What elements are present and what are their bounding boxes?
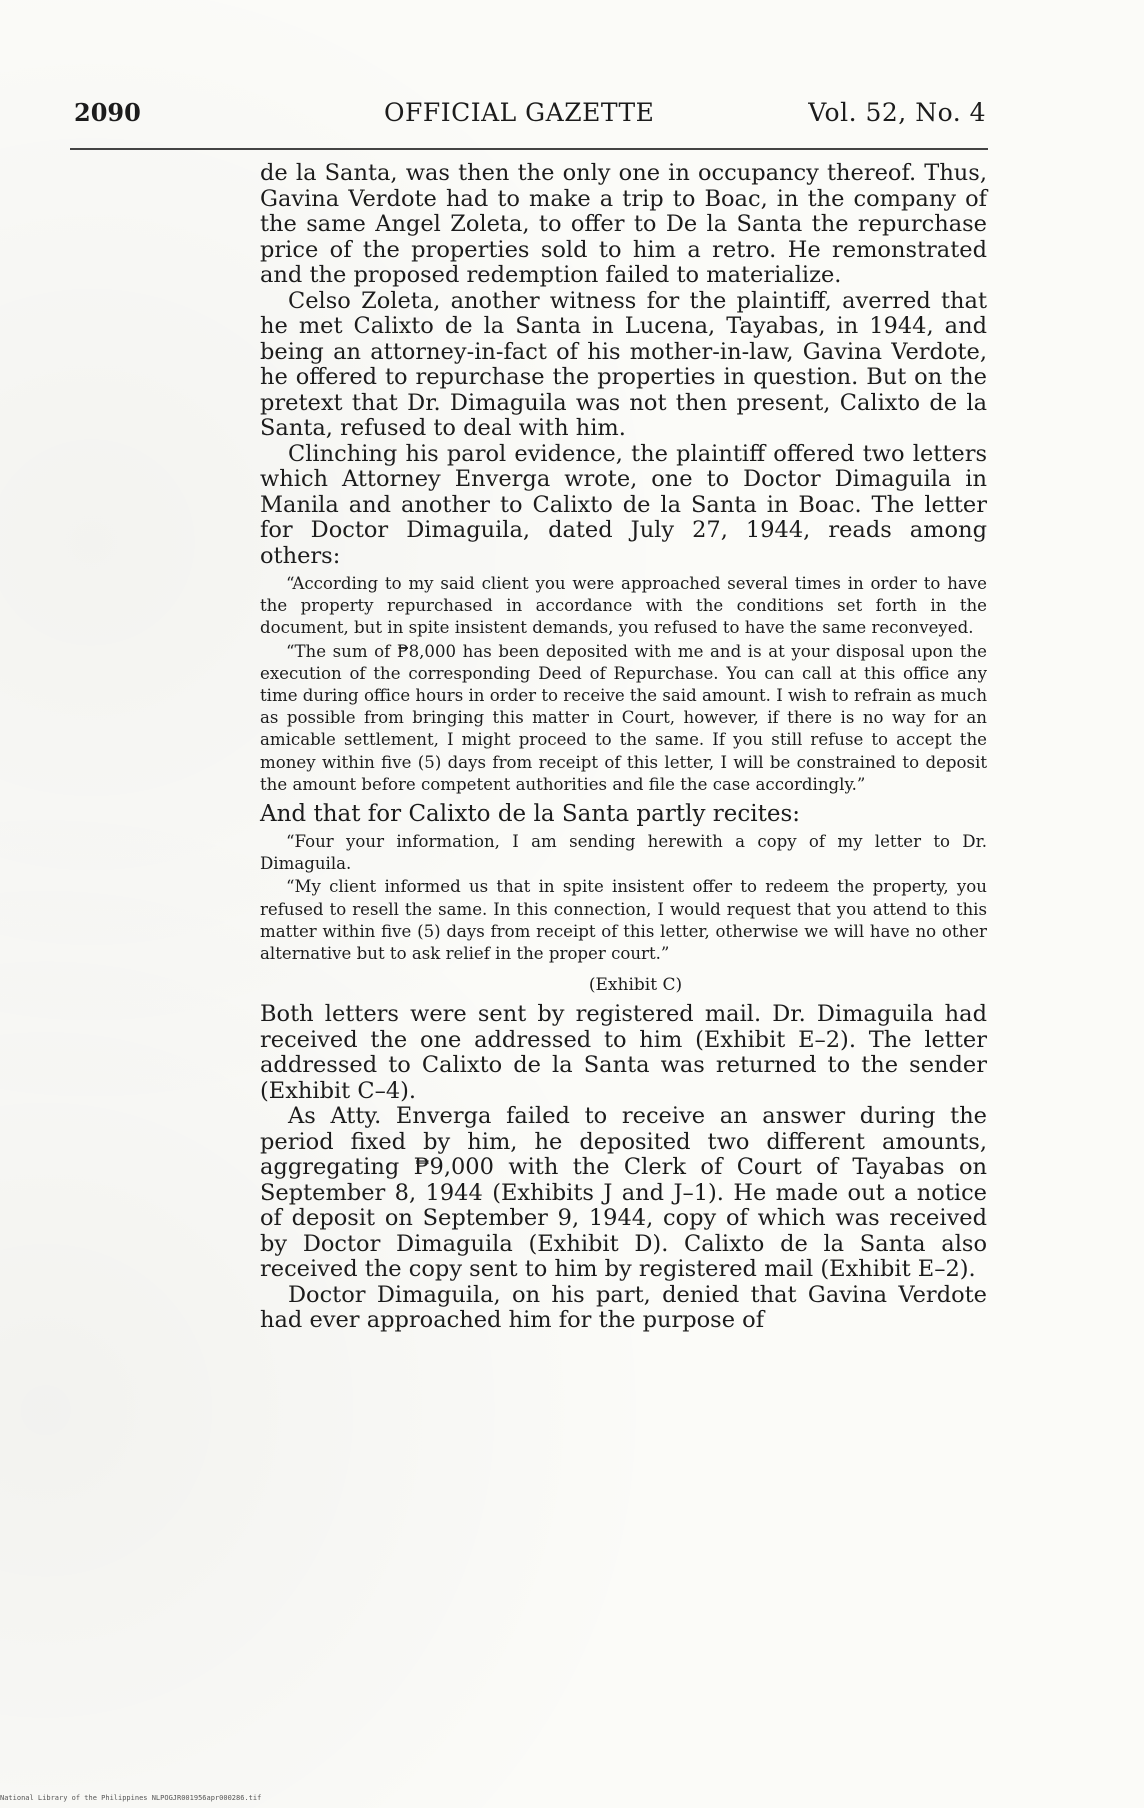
paragraph-dimaguila-denial: Doctor Dimaguila, on his part, denied that Gavina Verdote had ever approached him for the purpose of [260, 1281, 987, 1334]
paragraph-registered-mail: Both letters were sent by registered mail. Dr. Dimaguila had received the one addressed to him (Exhibit E–2). The letter addressed to Calixto de la Santa was returned to the sender (Exhibit C–4). [260, 1001, 987, 1104]
quote-paragraph: “Four your information, I am sending herewith a copy of my letter to Dr. Dimaguila. [260, 832, 987, 874]
page-header [74, 98, 986, 134]
article-text [260, 161, 987, 1334]
paragraph-deposit: As Atty. Enverga failed to receive an answer during the period fixed by him, he deposited two different amounts, aggregating ₱9,000 with the Clerk of Court of Tayabas on September 8, 1944 (Exhibits J and J–1). He made out a notice of deposit on September 9, 1944, copy of which was received by Doctor Dimaguila (Exhibit D). Calixto de la Santa also received the copy sent to him by registered mail (Exhibit E–2). [260, 1103, 987, 1283]
paragraph-letters: Clinching his parol evidence, the plaintiff offered two letters which Attorney Enverga wrote, one to Doctor Dimaguila in Manila and another to Calixto de la Santa in Boac. The letter for Doctor Dimaguila, dated July 27, 1944, reads among others: [260, 440, 987, 569]
publication-title: OFFICIAL GAZETTE [384, 98, 655, 127]
quote-paragraph: “My client informed us that in spite insistent offer to redeem the property, you refused to resell the same. In this connection, I would request that you attend to this matter within five (5) days from receipt of this letter, otherwise we will have no other alternative but to ask relief in the proper court.” [260, 877, 987, 964]
scan-footer: National Library of the Philippines NLPOGJR001956apr000286.tif [0, 1794, 262, 1802]
header-rule [70, 148, 988, 150]
quote-paragraph: “The sum of ₱8,000 has been deposited with me and is at your disposal upon the execution of the corresponding Deed of Repurchase. You can call at this office any time during office hours in order to receive the said amount. I wish to refrain as much as possible from bringing this matter in Court, however, if there is no way for an amicable settlement, I might proceed to the same. If you still refuse to accept the money within five (5) days from receipt of this letter, I will be constrained to deposit the amount before competent authorities and file the case accordingly.” [260, 641, 988, 794]
paragraph-occupancy: de la Santa, was then the only one in occupancy thereof. Thus, Gavina Verdote had to make a trip to Boac, in the company of the same Angel Zoleta, to offer to De la Santa the repurchase price of the properties sold to him a retro. He remonstrated and the proposed redemption failed to materialize. [260, 160, 987, 288]
issue-number: Vol. 52, No. 4 [808, 98, 986, 127]
paragraph-transition: And that for Calixto de la Santa partly recites: [260, 801, 800, 828]
quote-paragraph: “According to my said client you were approached several times in order to have the property repurchased in accordance with the conditions set forth in the document, but in spite insistent demands, you refused to have the same reconveyed. [260, 574, 987, 638]
exhibit-reference: (Exhibit C) [588, 975, 683, 996]
paragraph-celso-zoleta: Celso Zoleta, another witness for the plaintiff, averred that he met Calixto de la Santa in Lucena, Tayabas, in 1944, and being an attorney-in-fact of his mother-in-law, Gavina Verdote, he offered to repurchase the properties in question. But on the pretext that Dr. Dimaguila was not then present, Calixto de la Santa, refused to deal with him. [260, 287, 987, 441]
quoted-letter-de-la-santa [260, 831, 987, 965]
quoted-letter-dimaguila [260, 573, 987, 796]
page-number: 2090 [74, 98, 141, 127]
